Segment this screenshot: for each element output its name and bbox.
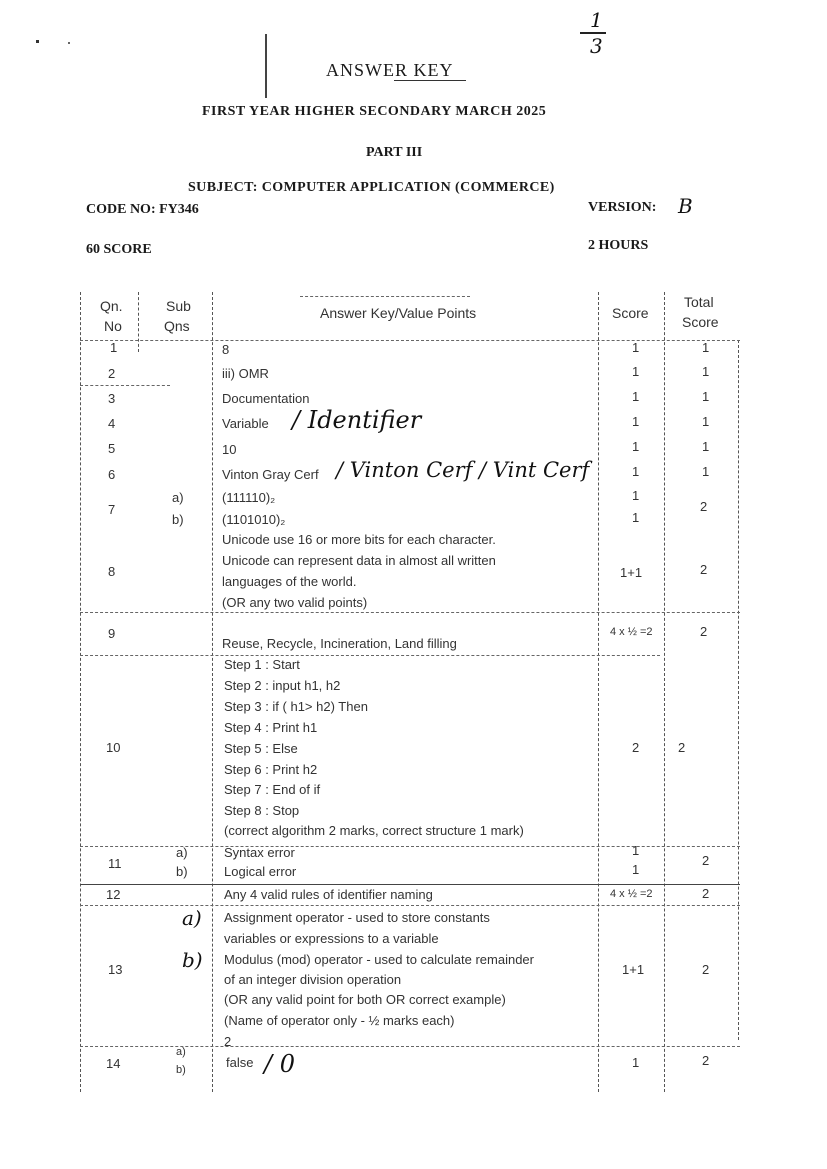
subject-line: SUBJECT: COMPUTER APPLICATION (COMMERCE) (188, 180, 555, 195)
header-sub: Sub (166, 298, 191, 314)
handwritten-correction: / Identifier (292, 406, 422, 434)
handwritten-correction: / 0 (264, 1050, 295, 1078)
sub-question: a) (176, 1046, 186, 1058)
scan-edge-line (265, 34, 267, 98)
handwritten-sub-label: a) (182, 906, 202, 930)
exam-name: FIRST YEAR HIGHER SECONDARY MARCH 2025 (202, 104, 547, 119)
question-number: 9 (108, 626, 116, 641)
score-value: 1+1 (620, 565, 643, 580)
answer-text: 8 (222, 342, 230, 357)
score-value: 1 (632, 464, 640, 479)
header-score: Score (612, 305, 649, 321)
page-title: ANSWER KEY (326, 60, 454, 80)
answer-text: 10 (222, 442, 237, 457)
row-rule (80, 655, 660, 656)
handwritten-sub-label: b) (182, 948, 203, 972)
answer-text: Logical error (224, 864, 297, 879)
total-value: 2 (702, 1053, 710, 1068)
table-border-right (738, 340, 739, 1040)
row-rule (80, 884, 740, 885)
answer-text: Step 4 : Print h1 (224, 720, 318, 735)
exam-part: PART III (366, 145, 423, 160)
score-value: 4 x ½ =2 (610, 888, 653, 900)
page-mark-numerator: 1 (590, 8, 603, 32)
row-rule (80, 612, 740, 613)
answer-text: Step 1 : Start (224, 657, 300, 672)
header-sub: Qns (164, 318, 190, 334)
question-number: 8 (108, 564, 116, 579)
answer-text: Step 2 : input h1, h2 (224, 678, 341, 693)
total-value: 2 (700, 499, 708, 514)
sub-question: a) (176, 845, 188, 860)
table-divider (598, 292, 599, 1092)
answer-text: (Name of operator only - ½ marks each) (224, 1013, 455, 1028)
header-total: Score (682, 314, 719, 330)
answer-text: Step 3 : if ( h1> h2) Then (224, 699, 368, 714)
table-border-left (80, 292, 81, 1092)
total-value: 1 (702, 439, 710, 454)
total-value: 2 (702, 886, 710, 901)
answer-text: Step 7 : End of if (224, 782, 321, 797)
score-value: 4 x ½ =2 (610, 626, 653, 638)
answer-text: Variable (222, 416, 269, 431)
score-value: 1 (632, 439, 640, 454)
answer-text: Modulus (mod) operator - used to calculate remainder (224, 952, 534, 967)
score-value: 1 (632, 488, 640, 503)
question-number: 5 (108, 441, 116, 456)
duration: 2 HOURS (588, 238, 649, 253)
score-value: 1 (632, 862, 640, 877)
answer-text: Unicode use 16 or more bits for each character. (222, 532, 496, 547)
code-number: CODE NO: FY346 (86, 202, 199, 217)
table-border-top (300, 296, 470, 297)
question-number: 3 (108, 391, 116, 406)
answer-text: Step 8 : Stop (224, 803, 300, 818)
table-header-rule (80, 340, 740, 341)
question-number: 4 (108, 416, 116, 431)
answer-text: (correct algorithm 2 marks, correct structure 1 mark) (224, 823, 524, 838)
answer-text: 2 (224, 1034, 232, 1049)
header-qn: No (104, 318, 122, 334)
page-mark-denominator: 3 (590, 34, 603, 58)
score-value: 1+1 (622, 962, 645, 977)
total-value: 1 (702, 340, 710, 355)
answer-text: Documentation (222, 391, 310, 406)
score-value: 1 (632, 843, 640, 858)
sub-question: b) (176, 864, 188, 879)
sub-question: b) (176, 1064, 186, 1076)
handwritten-correction: / Vinton Cerf / Vint Cerf (336, 458, 590, 482)
row-rule (80, 905, 740, 906)
total-value: 2 (700, 624, 708, 639)
question-number: 11 (108, 856, 122, 871)
total-value: 1 (702, 364, 710, 379)
total-value: 2 (700, 562, 708, 577)
total-value: 1 (702, 389, 710, 404)
answer-text: false (226, 1055, 254, 1070)
sub-question: a) (172, 490, 184, 505)
answer-text: of an integer division operation (224, 972, 402, 987)
score-value: 2 (632, 740, 640, 755)
table-divider (664, 292, 665, 1092)
answer-text: Step 6 : Print h2 (224, 762, 318, 777)
table-divider (212, 292, 213, 1092)
answer-text: Unicode can represent data in almost all written (222, 553, 496, 568)
table-divider (138, 292, 139, 352)
answer-text: Any 4 valid rules of identifier naming (224, 887, 433, 902)
question-number: 1 (110, 340, 118, 355)
question-number: 14 (106, 1056, 121, 1071)
row-rule (80, 385, 170, 386)
score-value: 1 (632, 414, 640, 429)
answer-text: Step 5 : Else (224, 741, 298, 756)
answer-text: (OR any valid point for both OR correct example) (224, 992, 506, 1007)
answer-text: (1101010)₂ (222, 512, 286, 527)
answer-text: Assignment operator - used to store constants (224, 910, 490, 925)
total-value: 2 (678, 740, 686, 755)
header-total: Total (684, 294, 714, 310)
version-value: B (678, 194, 693, 218)
answer-text: (OR any two valid points) (222, 595, 368, 610)
total-value: 1 (702, 414, 710, 429)
answer-text: Reuse, Recycle, Incineration, Land filling (222, 636, 457, 651)
question-number: 7 (108, 502, 116, 517)
score-value: 1 (632, 389, 640, 404)
answer-text: (111110)₂ (222, 490, 276, 505)
question-number: 2 (108, 366, 116, 381)
scan-dot (68, 42, 70, 44)
score-value: 1 (632, 364, 640, 379)
total-score: 60 SCORE (86, 242, 152, 257)
score-value: 1 (632, 340, 640, 355)
total-value: 2 (702, 853, 710, 868)
title-underline (394, 80, 466, 81)
question-number: 10 (106, 740, 121, 755)
answer-text: Vinton Gray Cerf (222, 467, 319, 482)
score-value: 1 (632, 510, 640, 525)
version-label: VERSION: (588, 200, 657, 215)
total-value: 2 (702, 962, 710, 977)
total-value: 1 (702, 464, 710, 479)
answer-text: iii) OMR (222, 366, 269, 381)
question-number: 12 (106, 887, 121, 902)
sub-question: b) (172, 512, 184, 527)
answer-text: languages of the world. (222, 574, 357, 589)
question-number: 6 (108, 467, 116, 482)
answer-text: variables or expressions to a variable (224, 931, 439, 946)
question-number: 13 (108, 962, 123, 977)
header-answer: Answer Key/Value Points (320, 305, 477, 321)
answer-text: Syntax error (224, 845, 295, 860)
score-value: 1 (632, 1055, 640, 1070)
header-qn: Qn. (100, 298, 123, 314)
scan-dot (36, 40, 39, 43)
